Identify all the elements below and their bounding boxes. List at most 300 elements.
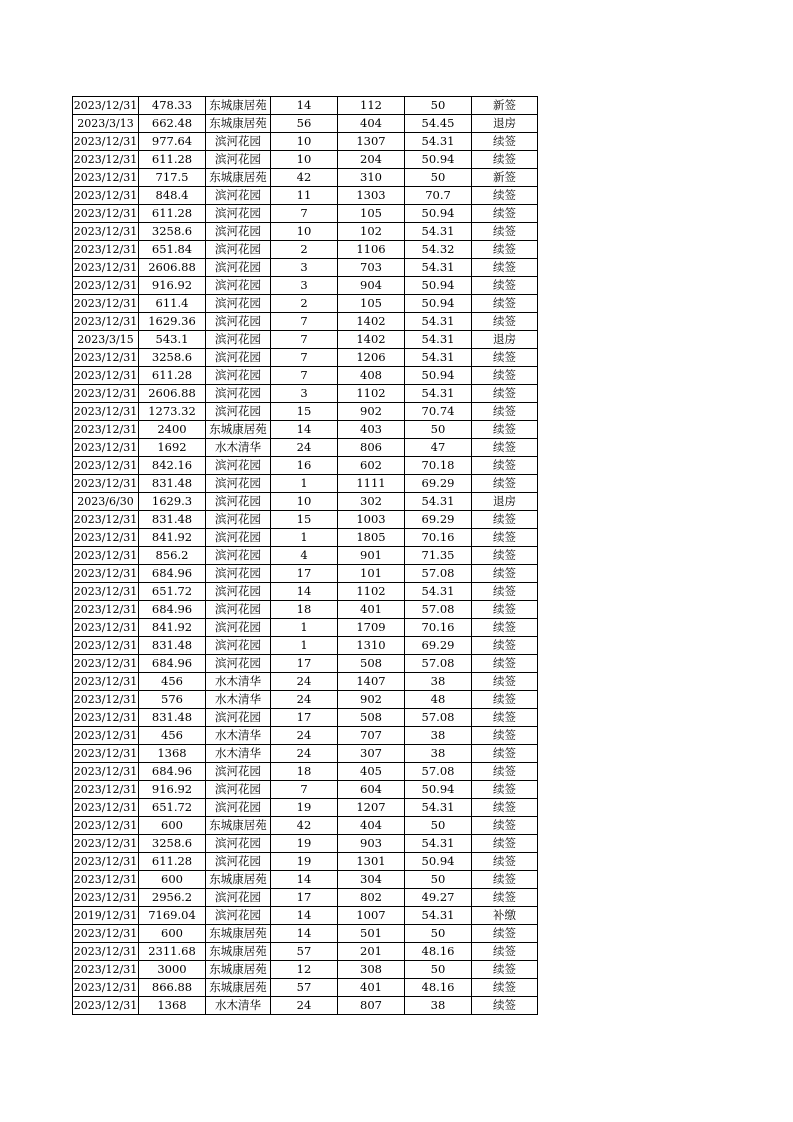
room-cell: 508 [338, 655, 405, 673]
table-row [73, 781, 538, 799]
community-cell: 滨河花园 [206, 187, 271, 205]
contract-type-cell: 续签 [472, 385, 538, 403]
date-cell: 2023/12/31 [73, 979, 139, 997]
contract-type-cell: 续签 [472, 349, 538, 367]
room-cell: 1007 [338, 907, 405, 925]
amount-cell: 684.96 [139, 565, 206, 583]
area-cell: 48.16 [405, 979, 472, 997]
community-cell: 滨河花园 [206, 637, 271, 655]
community-cell: 东城康居苑 [206, 169, 271, 187]
amount-cell: 2956.2 [139, 889, 206, 907]
area-cell: 50.94 [405, 781, 472, 799]
room-cell: 904 [338, 277, 405, 295]
room-cell: 807 [338, 997, 405, 1015]
table-row [73, 565, 538, 583]
room-cell: 1407 [338, 673, 405, 691]
community-cell: 滨河花园 [206, 799, 271, 817]
contract-type-cell: 续签 [472, 133, 538, 151]
room-cell: 201 [338, 943, 405, 961]
area-cell: 50 [405, 421, 472, 439]
area-cell: 70.7 [405, 187, 472, 205]
amount-cell: 1368 [139, 997, 206, 1015]
building-cell: 17 [271, 889, 338, 907]
date-cell: 2019/12/31 [73, 907, 139, 925]
area-cell: 50.94 [405, 367, 472, 385]
area-cell: 50.94 [405, 277, 472, 295]
table-row [73, 655, 538, 673]
area-cell: 50.94 [405, 295, 472, 313]
date-cell: 2023/12/31 [73, 601, 139, 619]
area-cell: 54.32 [405, 241, 472, 259]
community-cell: 水木清华 [206, 673, 271, 691]
amount-cell: 831.48 [139, 637, 206, 655]
room-cell: 405 [338, 763, 405, 781]
date-cell: 2023/12/31 [73, 943, 139, 961]
room-cell: 1310 [338, 637, 405, 655]
amount-cell: 831.48 [139, 511, 206, 529]
room-cell: 304 [338, 871, 405, 889]
room-cell: 101 [338, 565, 405, 583]
amount-cell: 7169.04 [139, 907, 206, 925]
contract-type-cell: 续签 [472, 511, 538, 529]
community-cell: 滨河花园 [206, 583, 271, 601]
date-cell: 2023/12/31 [73, 583, 139, 601]
date-cell: 2023/12/31 [73, 709, 139, 727]
community-cell: 滨河花园 [206, 331, 271, 349]
date-cell: 2023/12/31 [73, 637, 139, 655]
contract-type-cell: 续签 [472, 619, 538, 637]
community-cell: 滨河花园 [206, 655, 271, 673]
table-row [73, 727, 538, 745]
room-cell: 401 [338, 979, 405, 997]
table-row [73, 187, 538, 205]
room-cell: 1709 [338, 619, 405, 637]
contract-type-cell: 续签 [472, 727, 538, 745]
contract-type-cell: 续签 [472, 421, 538, 439]
community-cell: 水木清华 [206, 745, 271, 763]
room-cell: 1206 [338, 349, 405, 367]
amount-cell: 831.48 [139, 709, 206, 727]
table-row [73, 511, 538, 529]
building-cell: 18 [271, 601, 338, 619]
contract-type-cell: 新签 [472, 169, 538, 187]
contract-type-cell: 续签 [472, 781, 538, 799]
table-row [73, 799, 538, 817]
community-cell: 东城康居苑 [206, 421, 271, 439]
community-cell: 滨河花园 [206, 295, 271, 313]
room-cell: 102 [338, 223, 405, 241]
community-cell: 水木清华 [206, 727, 271, 745]
date-cell: 2023/12/31 [73, 565, 139, 583]
room-cell: 703 [338, 259, 405, 277]
building-cell: 19 [271, 853, 338, 871]
community-cell: 滨河花园 [206, 601, 271, 619]
building-cell: 7 [271, 367, 338, 385]
amount-cell: 841.92 [139, 619, 206, 637]
contract-type-cell: 续签 [472, 961, 538, 979]
date-cell: 2023/12/31 [73, 295, 139, 313]
amount-cell: 842.16 [139, 457, 206, 475]
amount-cell: 1692 [139, 439, 206, 457]
building-cell: 24 [271, 727, 338, 745]
contract-type-cell: 续签 [472, 565, 538, 583]
building-cell: 14 [271, 97, 338, 115]
room-cell: 1207 [338, 799, 405, 817]
area-cell: 57.08 [405, 709, 472, 727]
table-row [73, 277, 538, 295]
contract-type-cell: 续签 [472, 457, 538, 475]
table-row [73, 925, 538, 943]
area-cell: 54.31 [405, 583, 472, 601]
amount-cell: 600 [139, 817, 206, 835]
contract-type-cell: 续签 [472, 367, 538, 385]
area-cell: 54.31 [405, 331, 472, 349]
contract-type-cell: 续签 [472, 637, 538, 655]
community-cell: 东城康居苑 [206, 925, 271, 943]
community-cell: 滨河花园 [206, 367, 271, 385]
building-cell: 24 [271, 745, 338, 763]
room-cell: 112 [338, 97, 405, 115]
date-cell: 2023/12/31 [73, 781, 139, 799]
contract-type-cell: 续签 [472, 979, 538, 997]
contract-type-cell: 续签 [472, 439, 538, 457]
contract-type-cell: 续签 [472, 853, 538, 871]
table-row [73, 457, 538, 475]
area-cell: 50.94 [405, 853, 472, 871]
amount-cell: 2400 [139, 421, 206, 439]
amount-cell: 651.72 [139, 799, 206, 817]
contract-type-cell: 续签 [472, 817, 538, 835]
community-cell: 滨河花园 [206, 493, 271, 511]
amount-cell: 3000 [139, 961, 206, 979]
amount-cell: 2606.88 [139, 385, 206, 403]
area-cell: 38 [405, 727, 472, 745]
community-cell: 滨河花园 [206, 349, 271, 367]
date-cell: 2023/12/31 [73, 925, 139, 943]
amount-cell: 651.84 [139, 241, 206, 259]
date-cell: 2023/12/31 [73, 745, 139, 763]
date-cell: 2023/12/31 [73, 475, 139, 493]
contract-type-cell: 续签 [472, 475, 538, 493]
building-cell: 7 [271, 205, 338, 223]
room-cell: 604 [338, 781, 405, 799]
amount-cell: 456 [139, 673, 206, 691]
building-cell: 57 [271, 979, 338, 997]
community-cell: 滨河花园 [206, 313, 271, 331]
contract-type-cell: 续签 [472, 745, 538, 763]
contract-type-cell: 续签 [472, 151, 538, 169]
amount-cell: 1629.36 [139, 313, 206, 331]
community-cell: 滨河花园 [206, 223, 271, 241]
table-row [73, 529, 538, 547]
building-cell: 14 [271, 583, 338, 601]
room-cell: 501 [338, 925, 405, 943]
amount-cell: 662.48 [139, 115, 206, 133]
building-cell: 56 [271, 115, 338, 133]
amount-cell: 600 [139, 925, 206, 943]
table-row [73, 997, 538, 1015]
building-cell: 42 [271, 817, 338, 835]
community-cell: 滨河花园 [206, 385, 271, 403]
community-cell: 滨河花园 [206, 763, 271, 781]
community-cell: 滨河花园 [206, 889, 271, 907]
building-cell: 17 [271, 709, 338, 727]
room-cell: 310 [338, 169, 405, 187]
community-cell: 滨河花园 [206, 403, 271, 421]
date-cell: 2023/12/31 [73, 889, 139, 907]
building-cell: 14 [271, 421, 338, 439]
contract-type-cell: 续签 [472, 241, 538, 259]
building-cell: 1 [271, 529, 338, 547]
contract-type-cell: 续签 [472, 583, 538, 601]
area-cell: 57.08 [405, 655, 472, 673]
community-cell: 滨河花园 [206, 241, 271, 259]
table-row [73, 349, 538, 367]
date-cell: 2023/12/31 [73, 961, 139, 979]
table-row [73, 889, 538, 907]
amount-cell: 3258.6 [139, 349, 206, 367]
building-cell: 7 [271, 313, 338, 331]
table-row [73, 601, 538, 619]
amount-cell: 611.28 [139, 853, 206, 871]
table-row [73, 961, 538, 979]
amount-cell: 2606.88 [139, 259, 206, 277]
building-cell: 17 [271, 565, 338, 583]
building-cell: 10 [271, 133, 338, 151]
community-cell: 滨河花园 [206, 709, 271, 727]
area-cell: 38 [405, 673, 472, 691]
building-cell: 15 [271, 403, 338, 421]
area-cell: 54.31 [405, 493, 472, 511]
room-cell: 403 [338, 421, 405, 439]
amount-cell: 456 [139, 727, 206, 745]
room-cell: 408 [338, 367, 405, 385]
building-cell: 10 [271, 493, 338, 511]
building-cell: 12 [271, 961, 338, 979]
table-row [73, 637, 538, 655]
room-cell: 1102 [338, 583, 405, 601]
amount-cell: 1629.3 [139, 493, 206, 511]
table-row [73, 115, 538, 133]
area-cell: 50 [405, 169, 472, 187]
area-cell: 70.74 [405, 403, 472, 421]
room-cell: 404 [338, 115, 405, 133]
community-cell: 滨河花园 [206, 619, 271, 637]
building-cell: 4 [271, 547, 338, 565]
amount-cell: 611.4 [139, 295, 206, 313]
amount-cell: 848.4 [139, 187, 206, 205]
community-cell: 东城康居苑 [206, 871, 271, 889]
contract-type-cell: 新签 [472, 97, 538, 115]
room-cell: 1003 [338, 511, 405, 529]
building-cell: 24 [271, 673, 338, 691]
building-cell: 7 [271, 781, 338, 799]
date-cell: 2023/12/31 [73, 511, 139, 529]
building-cell: 14 [271, 871, 338, 889]
room-cell: 308 [338, 961, 405, 979]
room-cell: 602 [338, 457, 405, 475]
table-row [73, 241, 538, 259]
date-cell: 2023/12/31 [73, 205, 139, 223]
date-cell: 2023/12/31 [73, 691, 139, 709]
room-cell: 802 [338, 889, 405, 907]
amount-cell: 916.92 [139, 277, 206, 295]
area-cell: 71.35 [405, 547, 472, 565]
area-cell: 50 [405, 871, 472, 889]
building-cell: 16 [271, 457, 338, 475]
room-cell: 508 [338, 709, 405, 727]
community-cell: 东城康居苑 [206, 979, 271, 997]
date-cell: 2023/12/31 [73, 187, 139, 205]
table-row [73, 385, 538, 403]
amount-cell: 611.28 [139, 151, 206, 169]
amount-cell: 856.2 [139, 547, 206, 565]
table-row [73, 439, 538, 457]
area-cell: 49.27 [405, 889, 472, 907]
table-row [73, 853, 538, 871]
contract-type-cell: 续签 [472, 655, 538, 673]
area-cell: 54.31 [405, 385, 472, 403]
community-cell: 滨河花园 [206, 565, 271, 583]
date-cell: 2023/12/31 [73, 403, 139, 421]
area-cell: 48 [405, 691, 472, 709]
date-cell: 2023/12/31 [73, 277, 139, 295]
building-cell: 7 [271, 331, 338, 349]
date-cell: 2023/12/31 [73, 673, 139, 691]
area-cell: 54.31 [405, 799, 472, 817]
community-cell: 滨河花园 [206, 259, 271, 277]
area-cell: 54.31 [405, 349, 472, 367]
area-cell: 54.31 [405, 835, 472, 853]
room-cell: 806 [338, 439, 405, 457]
table-row [73, 421, 538, 439]
area-cell: 54.31 [405, 313, 472, 331]
table-row [73, 475, 538, 493]
date-cell: 2023/12/31 [73, 817, 139, 835]
contract-type-cell: 退房 [472, 115, 538, 133]
building-cell: 1 [271, 619, 338, 637]
community-cell: 东城康居苑 [206, 961, 271, 979]
table-row [73, 619, 538, 637]
date-cell: 2023/12/31 [73, 169, 139, 187]
building-cell: 17 [271, 655, 338, 673]
building-cell: 14 [271, 907, 338, 925]
area-cell: 70.16 [405, 619, 472, 637]
table-row [73, 403, 538, 421]
area-cell: 50.94 [405, 205, 472, 223]
date-cell: 2023/12/31 [73, 997, 139, 1015]
community-cell: 滨河花园 [206, 151, 271, 169]
amount-cell: 684.96 [139, 601, 206, 619]
building-cell: 15 [271, 511, 338, 529]
building-cell: 24 [271, 691, 338, 709]
area-cell: 70.16 [405, 529, 472, 547]
building-cell: 11 [271, 187, 338, 205]
amount-cell: 684.96 [139, 655, 206, 673]
area-cell: 54.31 [405, 259, 472, 277]
contract-type-cell: 续签 [472, 691, 538, 709]
area-cell: 38 [405, 997, 472, 1015]
amount-cell: 611.28 [139, 205, 206, 223]
amount-cell: 866.88 [139, 979, 206, 997]
table-row [73, 133, 538, 151]
room-cell: 1402 [338, 313, 405, 331]
date-cell: 2023/12/31 [73, 421, 139, 439]
table-row [73, 493, 538, 511]
amount-cell: 684.96 [139, 763, 206, 781]
date-cell: 2023/12/31 [73, 97, 139, 115]
community-cell: 水木清华 [206, 997, 271, 1015]
contract-type-cell: 续签 [472, 835, 538, 853]
community-cell: 滨河花园 [206, 529, 271, 547]
room-cell: 404 [338, 817, 405, 835]
amount-cell: 3258.6 [139, 835, 206, 853]
building-cell: 14 [271, 925, 338, 943]
table-body [73, 97, 538, 1015]
date-cell: 2023/12/31 [73, 763, 139, 781]
community-cell: 滨河花园 [206, 853, 271, 871]
community-cell: 东城康居苑 [206, 97, 271, 115]
date-cell: 2023/12/31 [73, 655, 139, 673]
amount-cell: 1368 [139, 745, 206, 763]
community-cell: 滨河花园 [206, 835, 271, 853]
table-row [73, 331, 538, 349]
building-cell: 19 [271, 835, 338, 853]
community-cell: 滨河花园 [206, 277, 271, 295]
room-cell: 401 [338, 601, 405, 619]
community-cell: 滨河花园 [206, 547, 271, 565]
room-cell: 707 [338, 727, 405, 745]
amount-cell: 916.92 [139, 781, 206, 799]
building-cell: 2 [271, 241, 338, 259]
table-row [73, 295, 538, 313]
area-cell: 50 [405, 817, 472, 835]
area-cell: 54.45 [405, 115, 472, 133]
area-cell: 54.31 [405, 133, 472, 151]
table-row [73, 169, 538, 187]
date-cell: 2023/3/13 [73, 115, 139, 133]
amount-cell: 600 [139, 871, 206, 889]
contract-type-cell: 续签 [472, 295, 538, 313]
community-cell: 水木清华 [206, 439, 271, 457]
contract-type-cell: 续签 [472, 277, 538, 295]
room-cell: 1301 [338, 853, 405, 871]
table-row [73, 691, 538, 709]
date-cell: 2023/12/31 [73, 457, 139, 475]
room-cell: 1102 [338, 385, 405, 403]
room-cell: 902 [338, 403, 405, 421]
contract-type-cell: 续签 [472, 187, 538, 205]
date-cell: 2023/12/31 [73, 727, 139, 745]
amount-cell: 841.92 [139, 529, 206, 547]
contract-type-cell: 续签 [472, 673, 538, 691]
date-cell: 2023/12/31 [73, 547, 139, 565]
area-cell: 57.08 [405, 763, 472, 781]
date-cell: 2023/12/31 [73, 223, 139, 241]
room-cell: 302 [338, 493, 405, 511]
amount-cell: 1273.32 [139, 403, 206, 421]
contract-type-cell: 退房 [472, 493, 538, 511]
contract-type-cell: 续签 [472, 997, 538, 1015]
area-cell: 47 [405, 439, 472, 457]
area-cell: 48.16 [405, 943, 472, 961]
amount-cell: 651.72 [139, 583, 206, 601]
building-cell: 3 [271, 385, 338, 403]
amount-cell: 478.33 [139, 97, 206, 115]
amount-cell: 2311.68 [139, 943, 206, 961]
date-cell: 2023/12/31 [73, 313, 139, 331]
room-cell: 903 [338, 835, 405, 853]
